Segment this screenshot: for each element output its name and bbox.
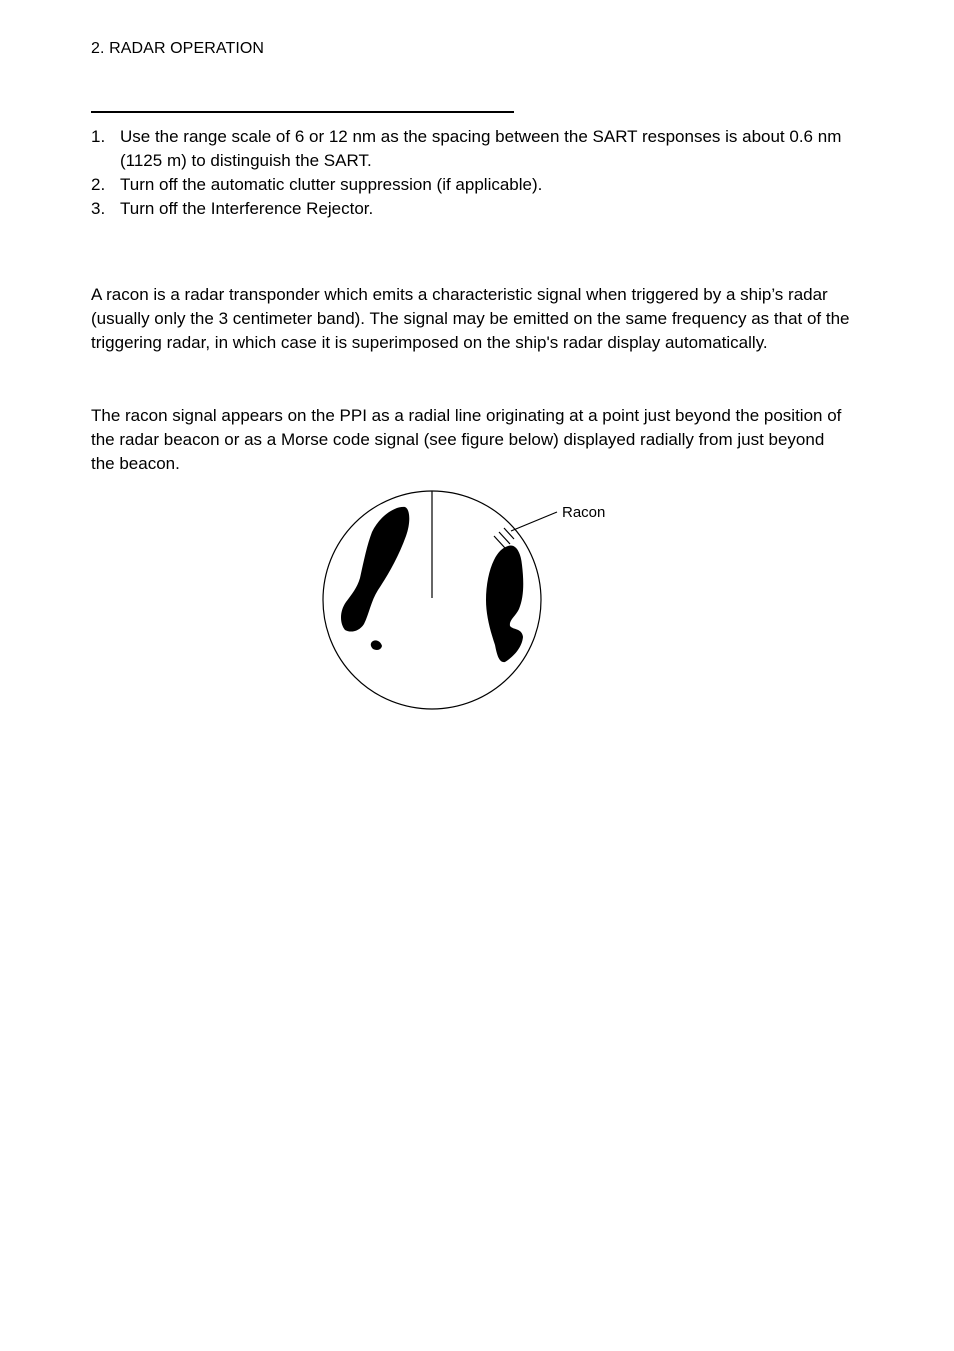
racon-callout-label: Racon — [562, 504, 606, 521]
section-divider — [91, 111, 514, 113]
ppi-diagram — [300, 480, 640, 720]
list-item-text: Turn off the Interference Rejector. — [120, 199, 374, 218]
racon-ppi-figure — [300, 480, 640, 720]
right-landmass-echo — [486, 545, 523, 662]
left-landmass-echo — [341, 507, 409, 632]
list-item — [91, 197, 851, 221]
list-item — [91, 125, 851, 173]
racon-definition-paragraph: A racon is a radar transponder which emits a characteristic signal when triggered by a ship’s radar (usually only the 3 centimeter band). The signal may be emitted on the same frequency as that of the triggering radar, in which case it is superimposed on the ship's radar display automatically. — [91, 285, 850, 352]
small-echo-blob — [371, 640, 382, 650]
sart-steps-list — [91, 125, 851, 221]
racon-signal-stroke — [504, 528, 514, 539]
racon-signal-stroke — [494, 536, 505, 548]
list-item-number: 2. — [91, 175, 106, 194]
list-item-number: 3. — [91, 199, 106, 218]
racon-signal-paragraph: The racon signal appears on the PPI as a radial line originating at a point just beyond the position of the radar beacon or as a Morse code signal (see figure below) displayed radially from just beyond the beacon. — [91, 406, 842, 473]
list-item — [91, 173, 851, 197]
racon-callout-leader — [511, 512, 557, 531]
section-header: 2. RADAR OPERATION — [91, 40, 265, 57]
list-item-text: Turn off the automatic clutter suppression (if applicable). — [120, 175, 543, 194]
list-item-number: 1. — [91, 127, 106, 146]
list-item-text: Use the range scale of 6 or 12 nm as the spacing between the SART responses is about 0.6 nm (1125 m) to distinguish the SART. — [120, 127, 842, 170]
racon-signal-stroke — [499, 532, 510, 544]
